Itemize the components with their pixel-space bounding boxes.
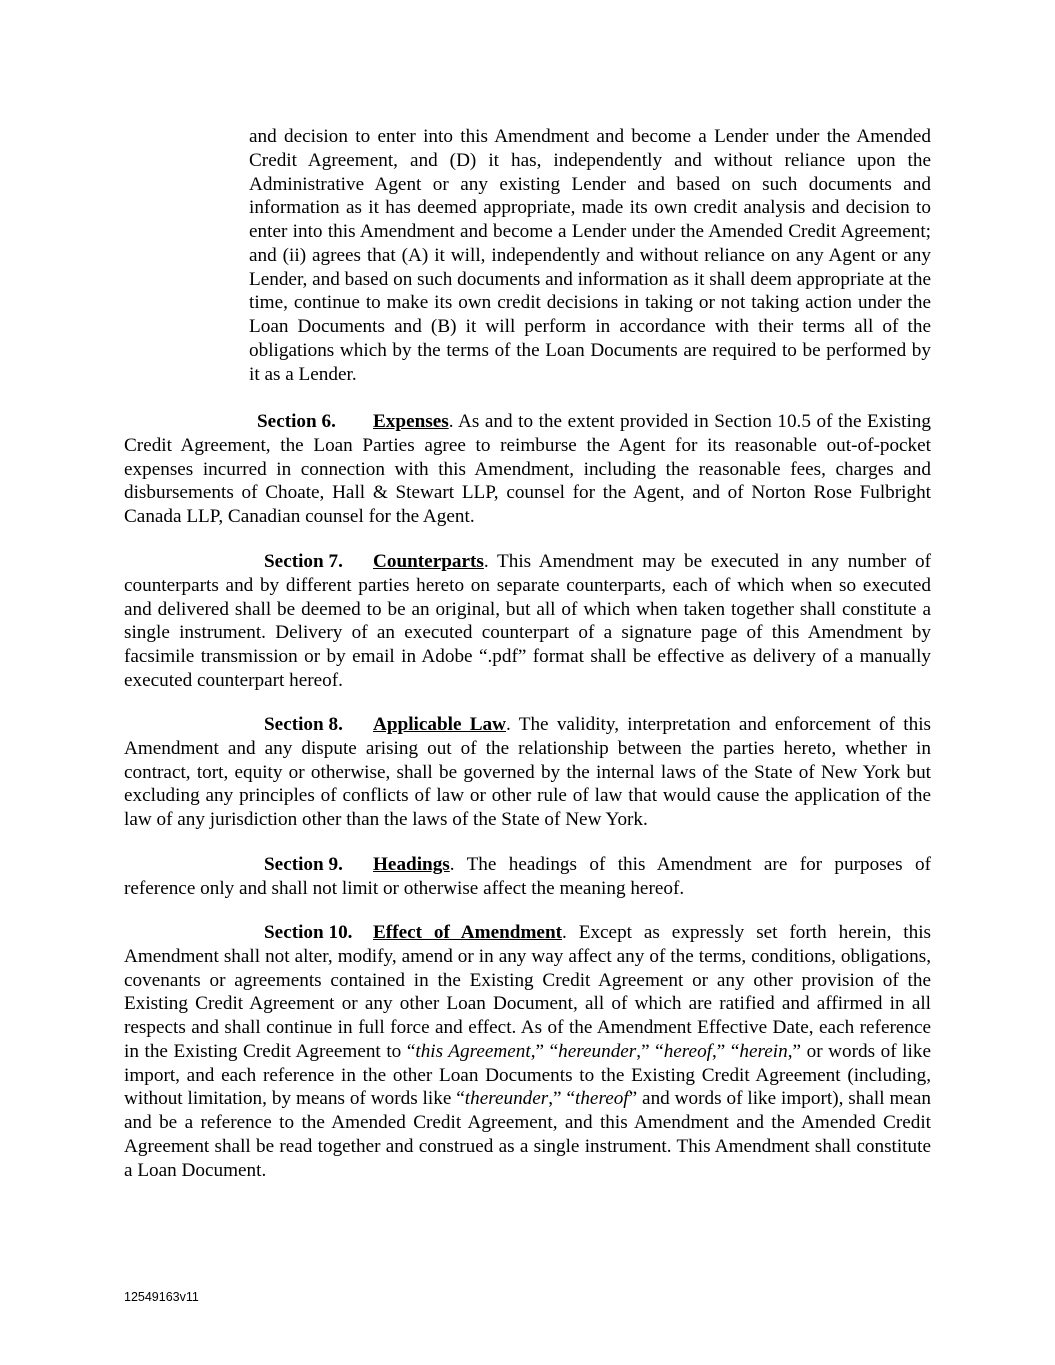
section-body: ,” “ <box>530 1040 559 1062</box>
defined-term: thereunder <box>464 1088 549 1110</box>
section-body: . This Amendment may be executed in any number of counterparts and by different parties hereto on separate counterparts, each of which when so executed and delivered shall be deemed to be an original, but all of which when taken together shall constitute a single instrument. Delivery of an executed counterpart of a signature page of this Amendment by facsimile transmission or by email in Adobe “.pdf” format shall be effective as delivery of a manually executed counterpart hereof. <box>124 551 931 691</box>
defined-term: herein <box>739 1040 788 1062</box>
section-8 <box>124 713 931 832</box>
section-body: . The validity, interpretation and enforcement of this Amendment and any dispute arising out of the relationship between the parties hereto, whether in contract, tort, equity or otherwise, shall be governed by the internal laws of the State of New York but excluding any principles of conflicts of law or other rule of law that would cause the application of the law of any jurisdiction other than the laws of the State of New York. <box>124 714 931 830</box>
document-id-footer: 12549163v11 <box>124 1290 199 1304</box>
section-body: . The headings of this Amendment are for purposes of reference only and shall not limit or otherwise affect the meaning hereof. <box>124 854 931 899</box>
section-body: ” and words of like import), shall mean and be a reference to the Amended Credit Agreement, and this Amendment and the Amended Credit Agreement shall be read together and construed as a single instrument. This Amendment shall constitute a Loan Document. <box>124 1088 931 1181</box>
section-label: Section 8. <box>264 714 343 735</box>
defined-term: this Agreement <box>415 1040 531 1062</box>
section-heading: Expenses <box>373 411 449 432</box>
section-heading: Applicable Law <box>373 714 507 735</box>
section-label: Section 10. <box>264 922 353 943</box>
continuation-paragraph: and decision to enter into this Amendment and become a Lender under the Amended Credit Agreement, and (D) it has, independently and without reliance upon the Administrative Agent or any existing Lender and based on such documents and information as it has deemed appropriate, made its own credit analysis and decision to enter into this Amendment and become a Lender under the Amended Credit Agreement; and (ii) agrees that (A) it will, independently and without reliance on any Agent or any Lender, and based on such documents and information as it shall deem appropriate at the time, continue to make its own credit decisions in taking or not taking action under the Loan Documents and (B) it will perform in accordance with their terms all of the obligations which by the terms of the Loan Documents are required to be performed by it as a Lender. <box>249 126 931 385</box>
section-7 <box>124 550 931 693</box>
defined-term: hereof <box>663 1040 712 1062</box>
section-heading: Effect of Amendment <box>373 922 563 943</box>
section-heading: Headings <box>373 854 450 875</box>
section-10 <box>124 921 931 1182</box>
section-label: Section 7. <box>264 551 343 572</box>
section-body: ,” or words of like import, and each reference in the other Loan Documents to the Existing Credit Agreement (including, without limitation, by means of words like “ <box>124 1040 931 1110</box>
section-body: ,” “ <box>712 1040 740 1062</box>
section-label: Section 9. <box>264 854 343 875</box>
section-body: . Except as expressly set forth herein, this Amendment shall not alter, modify, amend or in any way affect any of the terms, conditions, obligations, covenants or agreements contained in the Existing Credit Agreement or any other provision of the Existing Credit Agreement or any other Loan Document, all of which are ratified and affirmed in all respects and shall continue in full force and effect. As of the Amendment Effective Date, each reference in the Existing Credit Agreement to “ <box>124 922 932 1062</box>
section-6 <box>124 410 931 529</box>
section-heading: Counterparts <box>373 551 484 572</box>
section-body: . As and to the extent provided in Section 10.5 of the Existing Credit Agreement, the Loan Parties agree to reimburse the Agent for its reasonable out-of-pocket expenses incurred in connection with this Amendment, including the reasonable fees, charges and disbursements of Choate, Hall & Stewart LLP, counsel for the Agent, and of Norton Rose Fulbright Canada LLP, Canadian counsel for the Agent. <box>124 411 931 527</box>
section-label: Section 6. <box>257 411 336 432</box>
section-body: ,” “ <box>548 1088 575 1110</box>
section-9 <box>124 853 931 901</box>
defined-term: hereunder <box>558 1040 637 1062</box>
section-body: ,” “ <box>636 1040 664 1062</box>
defined-term: thereof <box>575 1088 629 1110</box>
